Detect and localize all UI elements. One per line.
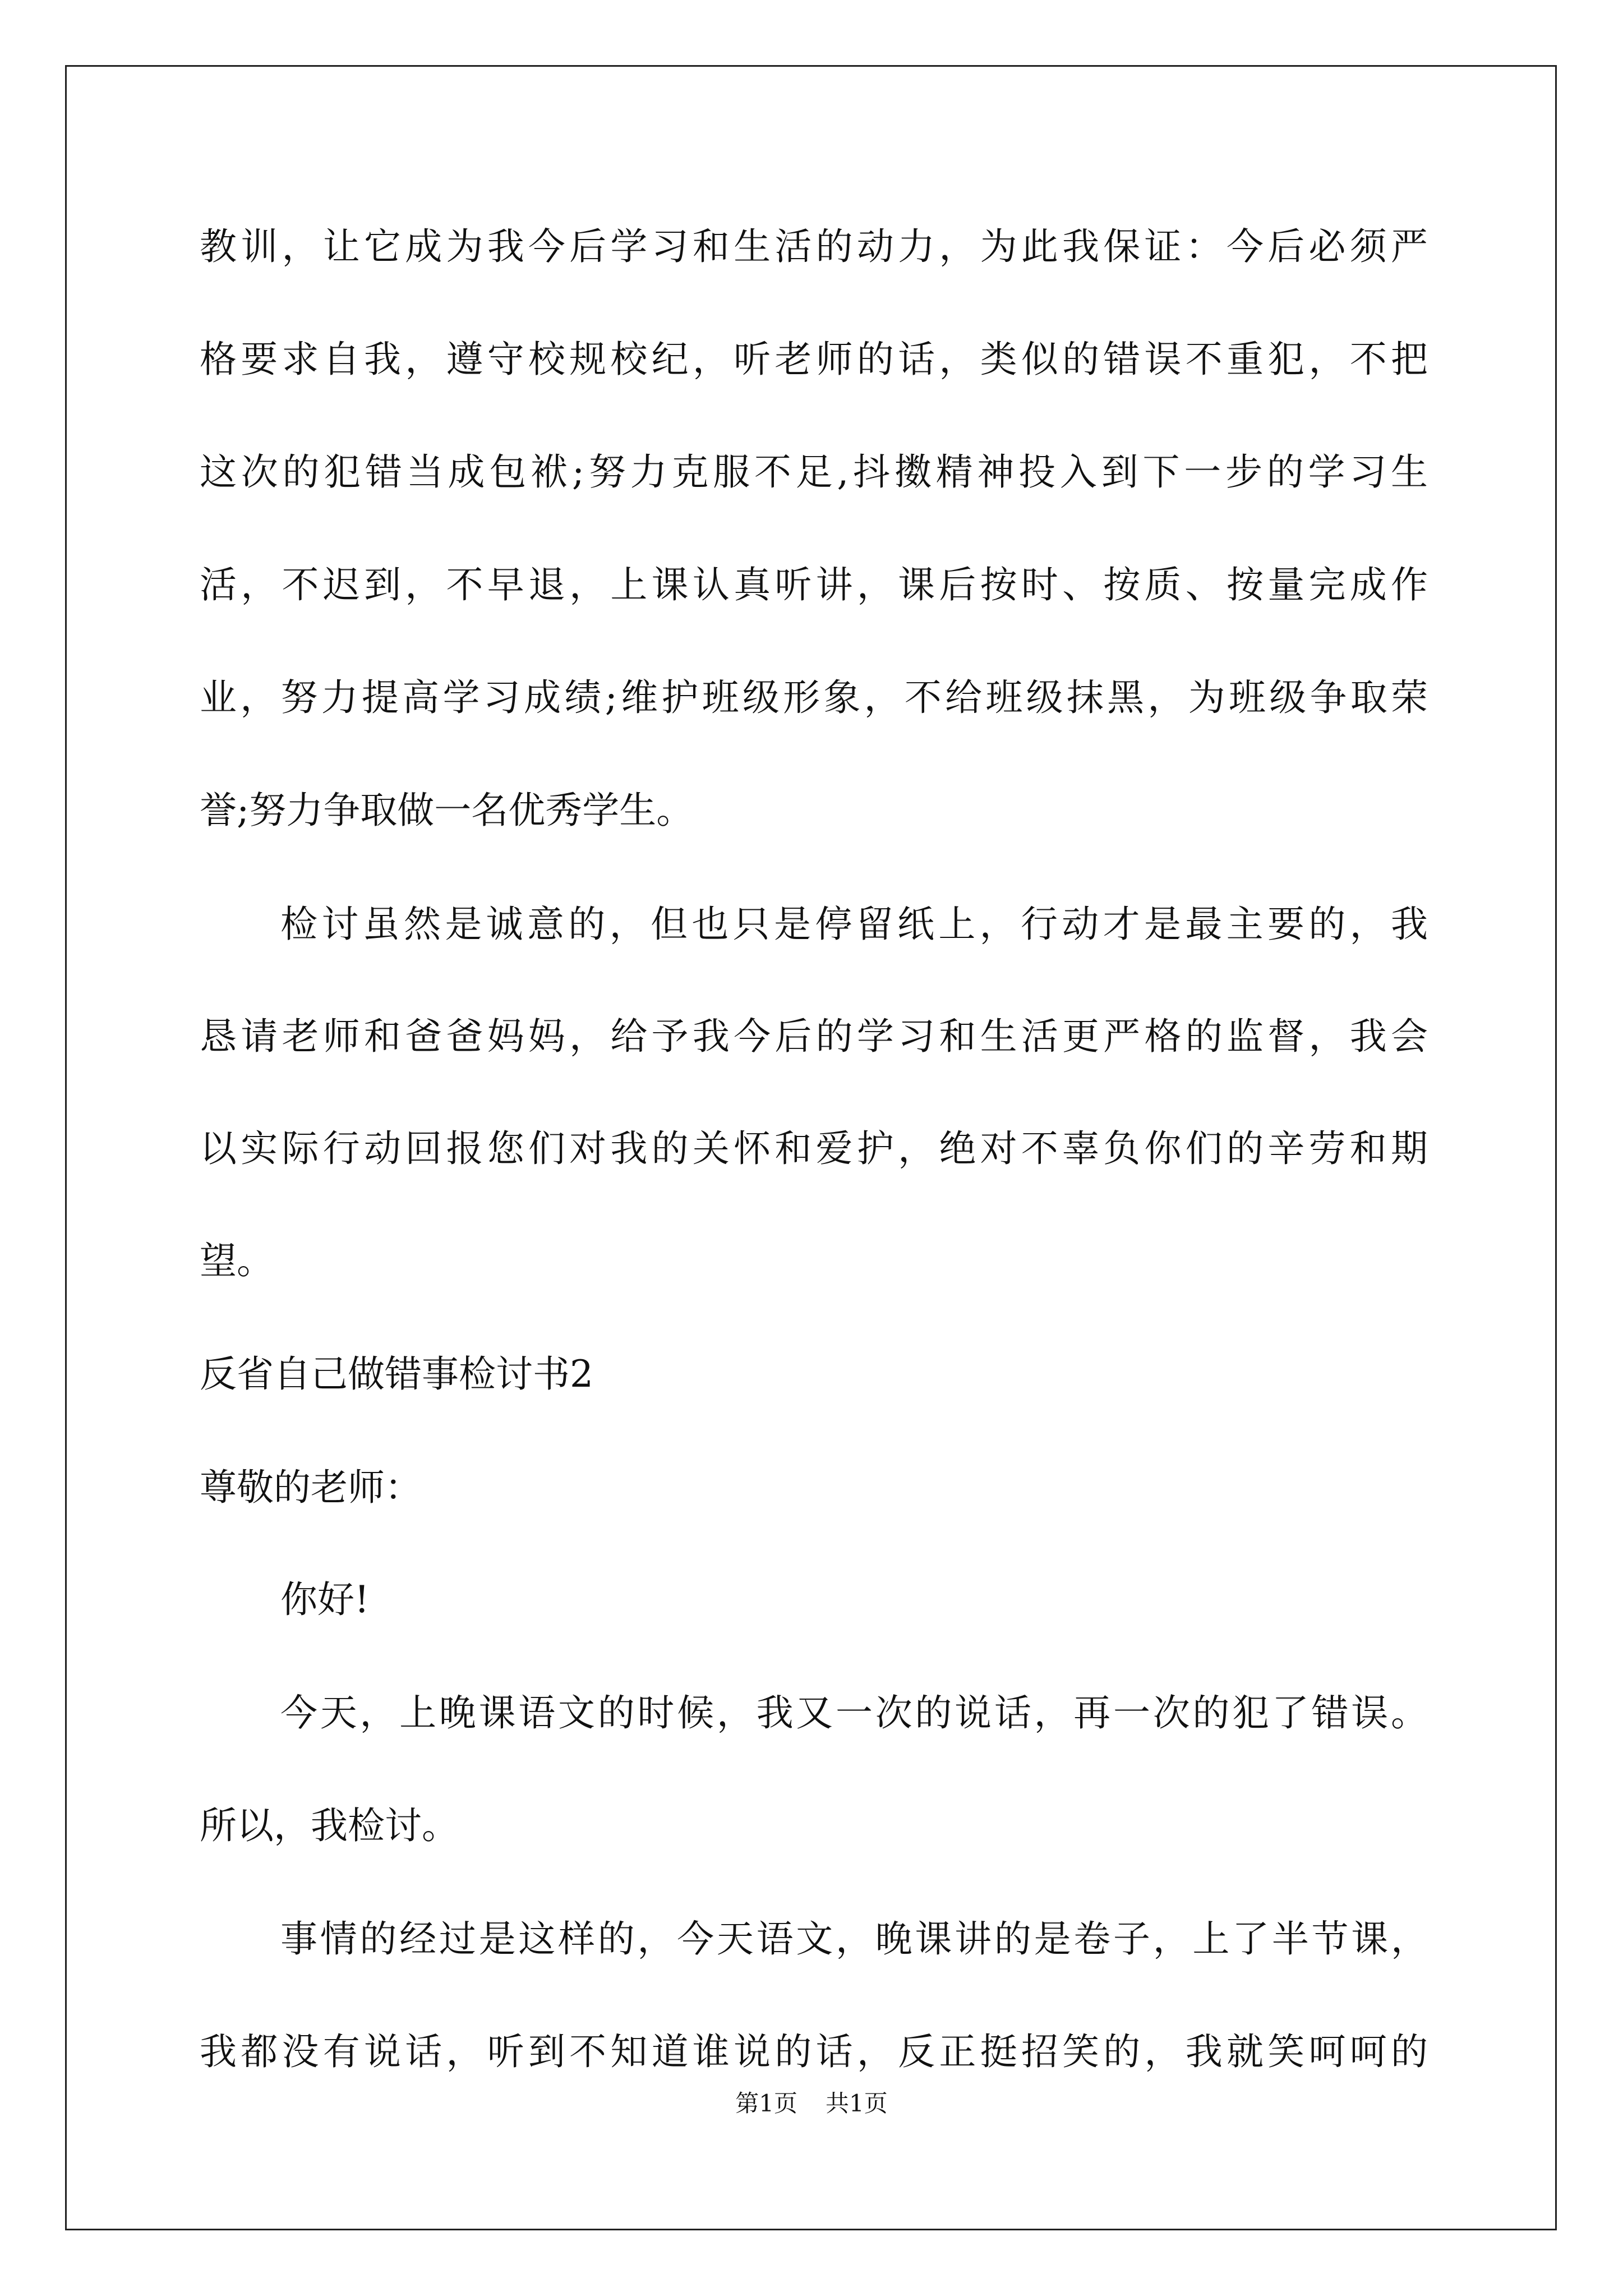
page-number: 第1页	[735, 2090, 797, 2117]
paragraph-line: 检讨虽然是诚意的，但也只是停留纸上，行动才是最主要的，我	[280, 903, 1428, 946]
paragraph-line: 我都没有说话，听到不知道谁说的话，反正挺招笑的，我就笑呵呵的	[200, 2030, 1428, 2073]
salutation: 尊敬的老师：	[200, 1466, 422, 1509]
page-total: 共1页	[826, 2090, 888, 2117]
paragraph-line: 所以，我检讨。	[200, 1804, 459, 1847]
paragraph-line: 誉;努力争取做一名优秀学生。	[200, 789, 694, 832]
paragraph-line: 恳请老师和爸爸妈妈，给予我今后的学习和生活更严格的监督，我会	[200, 1015, 1428, 1058]
page-footer	[0, 2087, 1623, 2120]
paragraph-line: 教训，让它成为我今后学习和生活的动力，为此我保证：今后必须严	[200, 225, 1428, 268]
paragraph-line: 业，努力提高学习成绩;维护班级形象，不给班级抹黑，为班级争取荣	[200, 676, 1428, 719]
section-heading: 反省自己做错事检讨书2	[200, 1352, 593, 1396]
paragraph-line: 望。	[200, 1239, 274, 1282]
paragraph-line: 以实际行动回报您们对我的关怀和爱护，绝对不辜负你们的辛劳和期	[200, 1127, 1428, 1170]
paragraph-line: 这次的犯错当成包袱;努力克服不足,抖擞精神投入到下一步的学习生	[200, 450, 1428, 494]
paragraph-line: 今天，上晚课语文的时候，我又一次的说话，再一次的犯了错误。	[280, 1691, 1428, 1734]
paragraph-line: 事情的经过是这样的，今天语文，晚课讲的是卷子，上了半节课，	[280, 1917, 1428, 1961]
paragraph-line: 格要求自我，遵守校规校纪，听老师的话，类似的错误不重犯，不把	[200, 338, 1428, 381]
greeting: 你好!	[280, 1578, 370, 1621]
paragraph-line: 活，不迟到，不早退，上课认真听讲，课后按时、按质、按量完成作	[200, 563, 1428, 606]
